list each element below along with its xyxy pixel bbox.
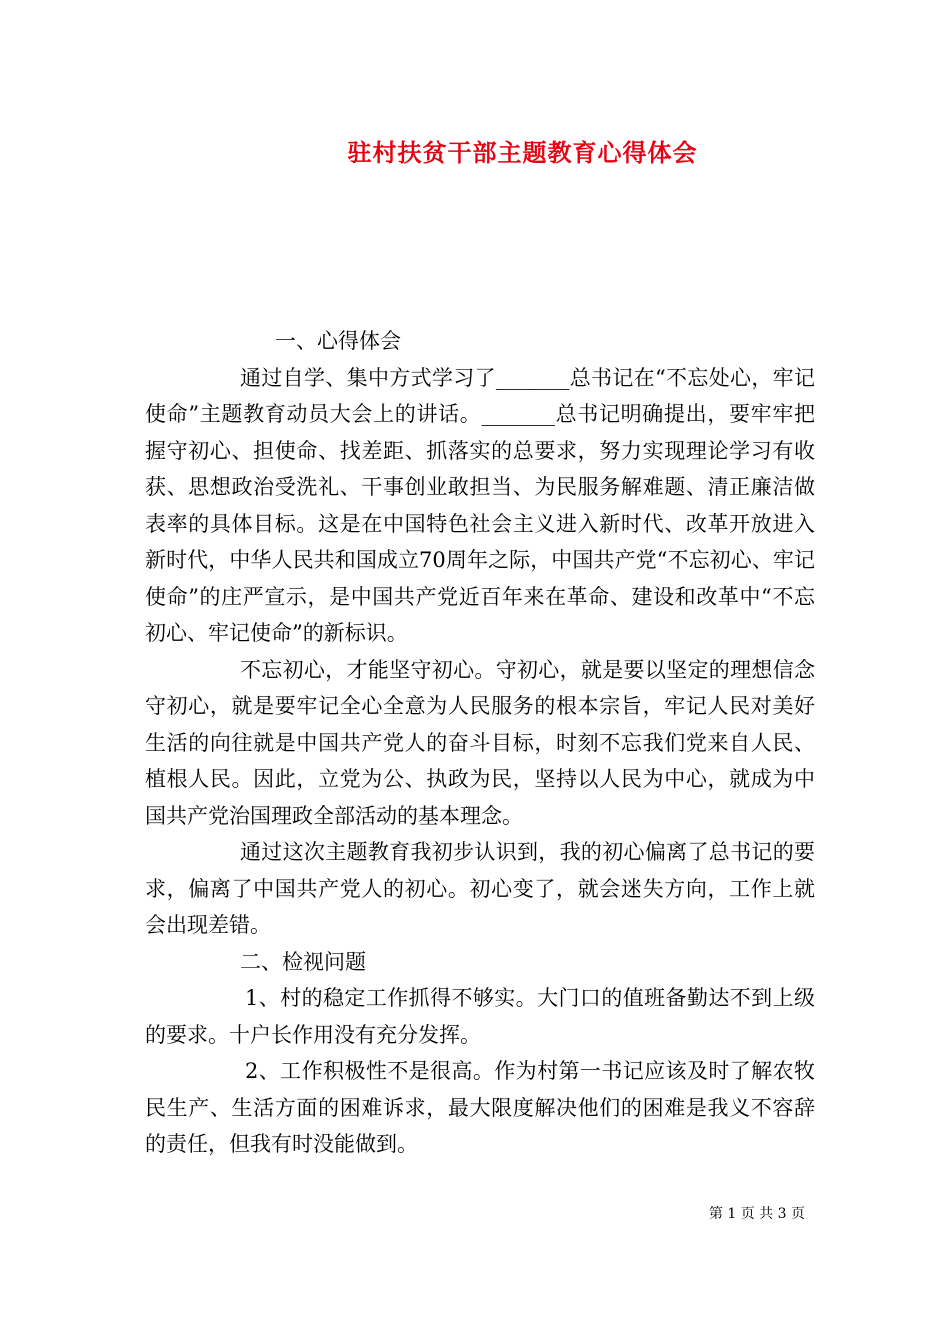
body-paragraph: 通过自学、集中方式学习了_______总书记在“不忘处心，牢记使命”主题教育动员大会上的讲话。_______总书记明确提出，要牢牢把握守初心、担使命、找差距、抓落实的总要求，努力实现理论学习有收获、思想政治受洗礼、干事创业敢担当、为民服务解难题、清正廉洁做表率的具体目标。这是在中国特色社会主义进入新时代、改革开放进入新时代，中华人民共和国成立70周年之际，中国共产党“不忘初心、牢记使命”的庄严宣示，是中国共产党近百年来在革命、建设和改革中“不忘初心、牢记使命”的新标识。 <box>145 365 815 645</box>
document-title: 驻村扶贫干部主题教育心得体会 <box>347 138 698 167</box>
body-paragraph: 通过这次主题教育我初步认识到，我的初心偏离了总书记的要求，偏离了中国共产党人的初心。初心变了，就会迷失方向，工作上就会出现差错。 <box>145 840 815 937</box>
section-heading: 二、检视问题 <box>240 949 366 974</box>
list-item: 1、村的稳定工作抓得不够实。大门口的值班备勤达不到上级的要求。十户长作用没有充分发挥。 <box>145 986 815 1047</box>
list-item: 2、工作积极性不是很高。作为村第一书记应该及时了解农牧民生产、生活方面的困难诉求，最大限度解决他们的困难是我义不容辞的责任，但我有时没能做到。 <box>145 1059 815 1156</box>
document-body <box>145 323 815 1163</box>
page-number: 第 1 页 共 3 页 <box>708 1206 805 1222</box>
section-heading: 一、心得体会 <box>275 329 401 353</box>
body-paragraph: 不忘初心，才能坚守初心。守初心，就是要以坚定的理想信念守初心，就是要牢记全心全意为人民服务的根本宗旨，牢记人民对美好生活的向往就是中国共产党人的奋斗目标，时刻不忘我们党来自人民、植根人民。因此，立党为公、执政为民，坚持以人民为中心，就成为中国共产党治国理政全部活动的基本理念。 <box>145 657 815 828</box>
